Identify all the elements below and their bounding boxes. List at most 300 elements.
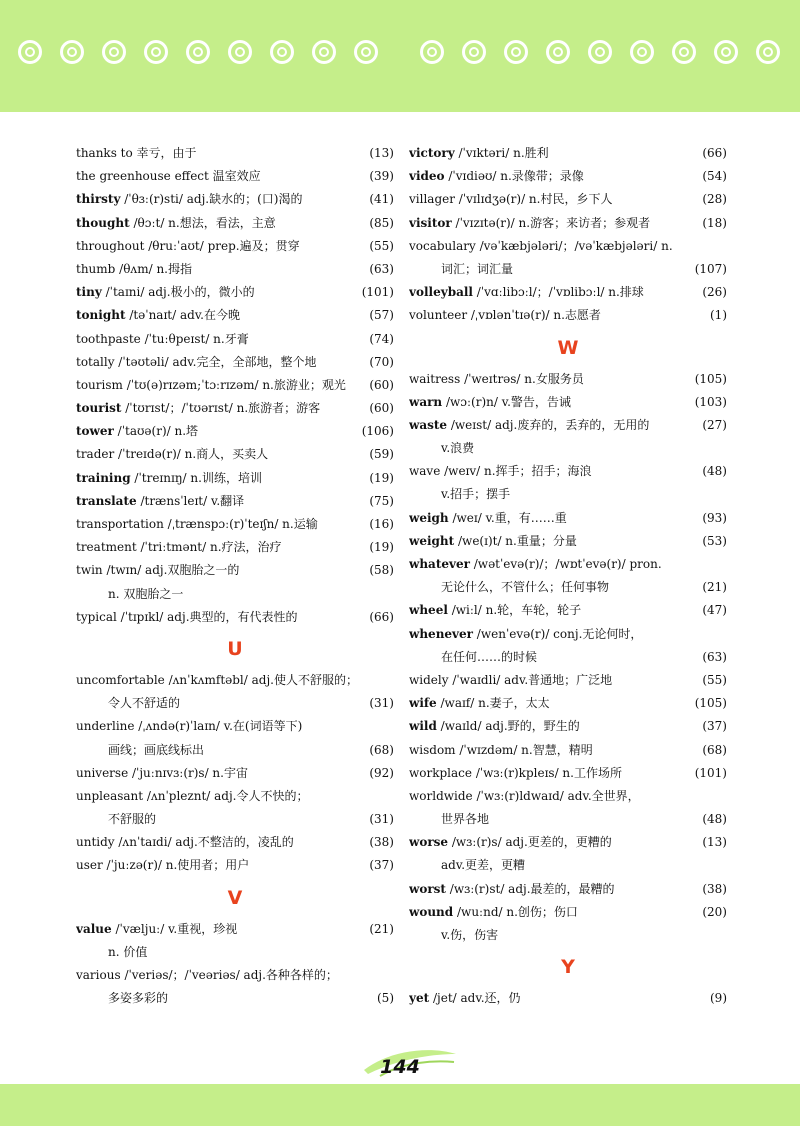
headword: wound bbox=[409, 904, 454, 919]
definition: v.伤，伤害 bbox=[441, 928, 499, 942]
definition: 多姿多彩的 bbox=[108, 991, 169, 1006]
definition: /ˌvɒlənˈtɪə(r)/ n.志愿者 bbox=[467, 308, 601, 323]
definition: /vəˈkæbjələri/；/vəˈkæbjələri/ n. bbox=[475, 238, 673, 253]
definition: /ˈtɪpɪkl/ adj.典型的，有代表性的 bbox=[116, 609, 298, 624]
page-reference: (20) bbox=[702, 904, 727, 919]
entry-text bbox=[76, 513, 318, 536]
headword: yet bbox=[409, 991, 430, 1006]
definition: /ˈwaɪdli/ adv.普通地；广泛地 bbox=[448, 672, 613, 687]
glossary-entry bbox=[409, 553, 727, 576]
entry-text bbox=[409, 692, 550, 715]
page-reference: (66) bbox=[369, 609, 394, 624]
glossary-entry bbox=[409, 762, 727, 785]
headword: trader bbox=[76, 447, 115, 462]
glossary-entry bbox=[409, 304, 727, 327]
entry-text bbox=[76, 212, 276, 235]
page-reference: (58) bbox=[369, 563, 394, 578]
glossary-entry bbox=[409, 715, 727, 738]
entry-text bbox=[409, 483, 510, 506]
ring-icon bbox=[102, 40, 126, 64]
page-reference: (19) bbox=[369, 470, 394, 485]
headword: the greenhouse effect bbox=[76, 169, 209, 184]
headword: workplace bbox=[409, 765, 472, 780]
entry-text bbox=[76, 715, 302, 738]
entry-text bbox=[409, 762, 622, 785]
section-letter: W bbox=[557, 336, 579, 359]
definition: /ˈtaɪni/ adj.极小的，微小的 bbox=[101, 285, 255, 300]
ring-icon bbox=[504, 40, 528, 64]
page-reference: (60) bbox=[369, 401, 394, 416]
definition: /ˈvɑːlibɔːl/；/ˈvɒlibɔːl/ n.排球 bbox=[472, 285, 644, 300]
entry-continuation bbox=[409, 924, 727, 947]
ring-icon bbox=[546, 40, 570, 64]
glossary-entry bbox=[76, 374, 394, 397]
headword: tourism bbox=[76, 377, 123, 392]
headword: whatever bbox=[409, 557, 470, 571]
glossary-entry bbox=[76, 536, 394, 559]
entry-text bbox=[409, 623, 642, 646]
page-reference: (19) bbox=[369, 540, 394, 555]
entry-text bbox=[409, 553, 662, 576]
entry-text bbox=[409, 715, 580, 738]
ring-icon bbox=[228, 40, 252, 64]
definition: /ˈtʊrɪst/；/ˈtʊərɪst/ n.旅游者；游客 bbox=[121, 401, 321, 416]
glossary-entry bbox=[409, 368, 727, 391]
entry-continuation bbox=[409, 854, 727, 877]
headword: victory bbox=[409, 146, 455, 160]
glossary-entry bbox=[76, 165, 394, 188]
headword: warn bbox=[409, 394, 443, 409]
entry-continuation bbox=[76, 739, 394, 762]
ring-icon bbox=[144, 40, 168, 64]
headword: tonight bbox=[76, 308, 126, 323]
headword: toothpaste bbox=[76, 331, 141, 346]
headword: value bbox=[76, 921, 112, 936]
headword: typical bbox=[76, 609, 117, 624]
headword: wild bbox=[409, 719, 437, 734]
section-letter: U bbox=[227, 637, 243, 660]
entry-text bbox=[76, 559, 239, 582]
glossary-entry bbox=[409, 669, 727, 692]
entry-text bbox=[409, 437, 474, 460]
entry-text bbox=[76, 536, 282, 559]
definition: /ˈvæljuː/ v.重视，珍视 bbox=[111, 921, 238, 936]
entry-text bbox=[409, 304, 601, 327]
definition: /təˈnaɪt/ adv.在今晚 bbox=[125, 308, 240, 323]
page-reference: (48) bbox=[702, 812, 727, 827]
page-reference: (93) bbox=[702, 510, 727, 525]
entry-text bbox=[409, 368, 584, 391]
glossary-entry bbox=[409, 987, 727, 1010]
definition: /wɔː(r)n/ v.警告，告诫 bbox=[442, 394, 571, 409]
entry-text bbox=[76, 739, 204, 762]
definition: /weɪ/ v.重，有……重 bbox=[448, 510, 567, 525]
glossary-entry bbox=[76, 513, 394, 536]
definition: /ʌnˈtaɪdi/ adj.不整洁的，凌乱的 bbox=[114, 835, 294, 850]
headword: transportation bbox=[76, 517, 164, 531]
definition: /we(ɪ)t/ n.重量；分量 bbox=[454, 533, 577, 548]
glossary-entry bbox=[409, 188, 727, 211]
definition: /ˈtriːtmənt/ n.疗法，治疗 bbox=[136, 540, 282, 555]
definition: /wuːnd/ n.创伤；伤口 bbox=[453, 904, 578, 919]
definition: /ˈvɪlɪdʒə(r)/ n.村民，乡下人 bbox=[454, 192, 613, 207]
entry-text bbox=[76, 831, 294, 854]
entry-continuation bbox=[76, 808, 394, 831]
entry-text bbox=[76, 941, 147, 964]
entry-text bbox=[409, 281, 644, 304]
page-reference: (60) bbox=[369, 377, 394, 392]
definition: /θruːˈaʊt/ prep.遍及；贯穿 bbox=[144, 238, 300, 253]
page-reference: (13) bbox=[702, 835, 727, 850]
glossary-entry bbox=[76, 142, 394, 165]
definition: /weɪst/ adj.废弃的，丢弃的，无用的 bbox=[447, 417, 650, 432]
entry-text bbox=[76, 854, 249, 877]
glossary-entry bbox=[76, 490, 394, 513]
entry-text bbox=[409, 901, 578, 924]
entry-text bbox=[409, 142, 549, 165]
page-reference: (101) bbox=[694, 765, 727, 780]
headword: video bbox=[409, 169, 445, 184]
entry-text bbox=[409, 808, 489, 831]
section-letter: Y bbox=[561, 956, 575, 979]
headword: thanks to bbox=[76, 146, 133, 160]
definition: /θɔːt/ n.想法，看法，主意 bbox=[129, 215, 276, 230]
definition: /ˈtuːθpeɪst/ n.牙膏 bbox=[140, 331, 249, 346]
entry-continuation bbox=[409, 437, 727, 460]
headword: visitor bbox=[409, 215, 452, 230]
definition: n. 双胞胎之一 bbox=[108, 586, 184, 601]
page-reference: (31) bbox=[369, 812, 394, 827]
headword: widely bbox=[409, 672, 449, 687]
page-reference: (21) bbox=[702, 580, 727, 595]
glossary-entry bbox=[76, 762, 394, 785]
page-reference: (63) bbox=[702, 649, 727, 664]
page-reference: (55) bbox=[702, 672, 727, 687]
entry-text bbox=[409, 599, 581, 622]
definition: /ˈwɜː(r)kpleɪs/ n.工作场所 bbox=[472, 765, 622, 780]
glossary-entry bbox=[76, 351, 394, 374]
entry-text bbox=[76, 583, 183, 606]
definition: v.浪费 bbox=[441, 441, 475, 456]
definition: adv.更差，更糟 bbox=[441, 858, 526, 873]
headword: thought bbox=[76, 215, 130, 230]
entry-text bbox=[409, 831, 612, 854]
entry-text bbox=[76, 467, 262, 490]
definition: /ˈtreɪnɪŋ/ n.训练，培训 bbox=[130, 470, 262, 485]
page-reference: (105) bbox=[694, 371, 727, 386]
page-reference: (38) bbox=[702, 881, 727, 896]
glossary-entry bbox=[76, 397, 394, 420]
headword: twin bbox=[76, 563, 103, 578]
headword: treatment bbox=[76, 540, 137, 555]
page-reference: (63) bbox=[369, 261, 394, 276]
entry-text bbox=[76, 490, 244, 513]
entry-text bbox=[76, 692, 180, 715]
definition: /wətˈevə(r)/；/wɒtˈevə(r)/ pron. bbox=[469, 557, 662, 571]
glossary-entry bbox=[76, 854, 394, 877]
glossary-entry bbox=[76, 964, 394, 987]
ring-icon bbox=[462, 40, 486, 64]
definition: /wɜː(r)st/ adj.最差的，最糟的 bbox=[445, 881, 615, 896]
headword: universe bbox=[76, 765, 129, 780]
definition: /ˈvɪzɪtə(r)/ n.游客；来访者；参观者 bbox=[451, 215, 651, 230]
entry-text bbox=[76, 281, 255, 304]
entry-text bbox=[76, 964, 338, 987]
entry-continuation bbox=[409, 646, 727, 669]
headword: worldwide bbox=[409, 788, 473, 803]
headword: wave bbox=[409, 464, 441, 479]
entry-text bbox=[409, 924, 498, 947]
glossary-entry bbox=[409, 599, 727, 622]
ring-icon bbox=[270, 40, 294, 64]
entry-text bbox=[409, 878, 615, 901]
headword: various bbox=[76, 968, 121, 982]
headword: worse bbox=[409, 835, 449, 850]
definition: /ˈjuːnɪvɜː(r)s/ n.宇宙 bbox=[128, 765, 248, 780]
glossary-entry bbox=[76, 420, 394, 443]
entry-text bbox=[76, 397, 320, 420]
headword: worst bbox=[409, 881, 446, 896]
definition: /ˈwɜː(r)ldwaɪd/ adv.全世界， bbox=[472, 788, 640, 803]
definition: /weɪv/ n.挥手；招手；海浪 bbox=[440, 464, 592, 479]
page-reference: (75) bbox=[369, 493, 394, 508]
glossary-entry bbox=[409, 235, 727, 258]
definition: /ˈvɪktəri/ n.胜利 bbox=[454, 146, 549, 160]
definition: /ˌtrænspɔː(r)ˈteɪʃn/ n.运输 bbox=[163, 517, 318, 531]
entry-continuation bbox=[409, 808, 727, 831]
definition: 幸亏，由于 bbox=[132, 146, 197, 160]
definition: 画线；画底线标出 bbox=[108, 742, 205, 757]
ring-icon bbox=[312, 40, 336, 64]
page-reference: (54) bbox=[702, 169, 727, 184]
headword: weigh bbox=[409, 510, 449, 525]
headword: whenever bbox=[409, 626, 473, 641]
page-reference: (66) bbox=[702, 146, 727, 160]
page-reference: (55) bbox=[369, 238, 394, 253]
entry-text bbox=[76, 669, 358, 692]
definition: 世界各地 bbox=[441, 812, 490, 827]
headword: translate bbox=[76, 493, 137, 508]
ring-icon bbox=[714, 40, 738, 64]
page-reference: (21) bbox=[369, 921, 394, 936]
ring-icon bbox=[354, 40, 378, 64]
headword: user bbox=[76, 858, 103, 873]
headword: underline bbox=[76, 719, 135, 734]
definition: /twɪn/ adj.双胞胎之一的 bbox=[102, 563, 240, 578]
page-reference: (85) bbox=[369, 215, 394, 230]
page-reference: (59) bbox=[369, 447, 394, 462]
entry-text bbox=[409, 854, 525, 877]
definition: /wiːl/ n.轮，车轮，轮子 bbox=[447, 603, 582, 618]
page-reference: (26) bbox=[702, 285, 727, 300]
glossary-entry bbox=[76, 235, 394, 258]
page-reference: (1) bbox=[710, 308, 727, 323]
entry-text bbox=[76, 142, 197, 165]
entry-text bbox=[76, 785, 309, 808]
ring-icon bbox=[588, 40, 612, 64]
headword: volleyball bbox=[409, 285, 473, 300]
definition: 词汇；词汇量 bbox=[441, 261, 514, 276]
glossary-entry bbox=[409, 739, 727, 762]
headword: weight bbox=[409, 533, 455, 548]
definition: /ˈweɪtrəs/ n.女服务员 bbox=[460, 371, 584, 386]
glossary-entry bbox=[76, 715, 394, 738]
ring-icon bbox=[672, 40, 696, 64]
entry-text bbox=[76, 606, 298, 629]
page-reference: (105) bbox=[694, 696, 727, 711]
glossary-entry bbox=[76, 443, 394, 466]
entry-text bbox=[76, 420, 198, 443]
headword: tower bbox=[76, 424, 114, 439]
definition: /trænsˈleɪt/ v.翻译 bbox=[136, 493, 245, 508]
glossary-column-right bbox=[409, 142, 727, 1010]
headword: untidy bbox=[76, 835, 115, 850]
page-number: 144 bbox=[380, 1056, 420, 1078]
headword: thumb bbox=[76, 261, 116, 276]
definition: /ˈtaʊə(r)/ n.塔 bbox=[113, 424, 199, 439]
entry-text bbox=[76, 188, 302, 211]
headword: totally bbox=[76, 354, 115, 369]
headword: uncomfortable bbox=[76, 672, 165, 687]
glossary-entry bbox=[409, 460, 727, 483]
entry-text bbox=[76, 374, 346, 397]
entry-text bbox=[409, 785, 640, 808]
page-reference: (70) bbox=[369, 354, 394, 369]
glossary-entry bbox=[76, 669, 394, 692]
entry-text bbox=[76, 987, 168, 1010]
entry-text bbox=[409, 414, 649, 437]
page-reference: (39) bbox=[369, 169, 394, 184]
entry-text bbox=[76, 304, 240, 327]
glossary-entry bbox=[76, 831, 394, 854]
entry-text bbox=[409, 669, 612, 692]
page-reference: (18) bbox=[702, 215, 727, 230]
definition: 不舒服的 bbox=[108, 812, 157, 827]
ring-icon bbox=[60, 40, 84, 64]
page-reference: (31) bbox=[369, 696, 394, 711]
definition: /ʌnˈkʌmftəbl/ adj.使人不舒服的； bbox=[164, 672, 358, 687]
page-reference: (37) bbox=[702, 719, 727, 734]
definition: /ˈtreɪdə(r)/ n.商人，买卖人 bbox=[114, 447, 269, 462]
glossary-entry bbox=[409, 530, 727, 553]
definition: /ʌnˈpleznt/ adj.令人不快的； bbox=[143, 788, 309, 803]
glossary-entry bbox=[409, 785, 727, 808]
entry-continuation bbox=[76, 583, 394, 606]
definition: 在任何……的时候 bbox=[441, 649, 538, 664]
definition: 令人不舒适的 bbox=[108, 696, 181, 711]
headword: wife bbox=[409, 696, 437, 711]
bottom-decorative-band bbox=[0, 1084, 800, 1126]
definition: 温室效应 bbox=[208, 169, 261, 184]
entry-text bbox=[76, 762, 248, 785]
glossary-entry bbox=[409, 692, 727, 715]
definition: /ˈvɪdiəʊ/ n.录像带；录像 bbox=[444, 169, 584, 184]
definition: /ˈtəʊtəli/ adv.完全，全部地，整个地 bbox=[114, 354, 317, 369]
entry-text bbox=[76, 351, 316, 374]
page-reference: (16) bbox=[369, 517, 394, 531]
page-reference: (101) bbox=[361, 285, 394, 300]
definition: n. 价值 bbox=[108, 944, 148, 959]
headword: training bbox=[76, 470, 131, 485]
glossary-entry bbox=[409, 165, 727, 188]
page-reference: (68) bbox=[702, 742, 727, 757]
glossary-entry bbox=[76, 606, 394, 629]
glossary-entry bbox=[76, 188, 394, 211]
definition: /ˈθɜː(r)sti/ adj.缺水的；(口)渴的 bbox=[120, 192, 303, 207]
glossary-column-left bbox=[76, 142, 394, 1010]
definition: v.招手；摆手 bbox=[441, 487, 511, 502]
page-reference: (28) bbox=[702, 192, 727, 207]
entry-continuation bbox=[76, 941, 394, 964]
entry-text bbox=[409, 460, 592, 483]
headword: thirsty bbox=[76, 192, 121, 207]
entry-text bbox=[409, 530, 577, 553]
definition: /θʌm/ n.拇指 bbox=[115, 261, 192, 276]
page-reference: (106) bbox=[361, 424, 394, 439]
entry-continuation bbox=[76, 692, 394, 715]
page-reference: (27) bbox=[702, 417, 727, 432]
ring-icon bbox=[630, 40, 654, 64]
ring-icon bbox=[18, 40, 42, 64]
entry-text bbox=[409, 391, 571, 414]
definition: /ˈveriəs/；/ˈveəriəs/ adj.各种各样的； bbox=[120, 968, 338, 982]
definition: /ˈwɪzdəm/ n.智慧，精明 bbox=[455, 742, 593, 757]
ring-icon bbox=[420, 40, 444, 64]
glossary-entry bbox=[76, 304, 394, 327]
entry-continuation bbox=[409, 258, 727, 281]
headword: unpleasant bbox=[76, 788, 144, 803]
entry-text bbox=[409, 507, 567, 530]
headword: villager bbox=[409, 192, 455, 207]
page-reference: (53) bbox=[702, 533, 727, 548]
entry-text bbox=[76, 808, 156, 831]
entry-text bbox=[409, 576, 609, 599]
definition: /wɜː(r)s/ adj.更差的，更糟的 bbox=[448, 835, 612, 850]
entry-continuation bbox=[76, 987, 394, 1010]
page-reference: (74) bbox=[369, 331, 394, 346]
ring-icon bbox=[756, 40, 780, 64]
entry-continuation bbox=[409, 483, 727, 506]
headword: wisdom bbox=[409, 742, 456, 757]
entry-text bbox=[76, 328, 249, 351]
glossary-entry bbox=[76, 328, 394, 351]
entry-text bbox=[76, 443, 268, 466]
entry-text bbox=[409, 258, 513, 281]
glossary-entry bbox=[76, 258, 394, 281]
definition: 无论什么，不管什么；任何事物 bbox=[441, 580, 610, 595]
page-reference: (68) bbox=[369, 742, 394, 757]
headword: tourist bbox=[76, 401, 122, 416]
page-reference: (107) bbox=[694, 261, 727, 276]
glossary-entry bbox=[76, 467, 394, 490]
glossary-entry bbox=[76, 212, 394, 235]
entry-text bbox=[76, 165, 261, 188]
section-letter: V bbox=[227, 886, 243, 909]
page-reference: (57) bbox=[369, 308, 394, 323]
page-reference: (48) bbox=[702, 464, 727, 479]
page-reference: (37) bbox=[369, 858, 394, 873]
definition: /ˌʌndə(r)ˈlaɪn/ v.在(词语等下) bbox=[134, 719, 303, 734]
page-reference: (103) bbox=[694, 394, 727, 409]
definition: /waɪld/ adj.野的，野生的 bbox=[436, 719, 580, 734]
ring-icon bbox=[186, 40, 210, 64]
headword: tiny bbox=[76, 285, 102, 300]
glossary-entry bbox=[409, 391, 727, 414]
page-reference: (13) bbox=[369, 146, 394, 160]
definition: /jet/ adv.还，仍 bbox=[429, 991, 521, 1006]
glossary-entry bbox=[409, 212, 727, 235]
entry-text bbox=[409, 188, 612, 211]
